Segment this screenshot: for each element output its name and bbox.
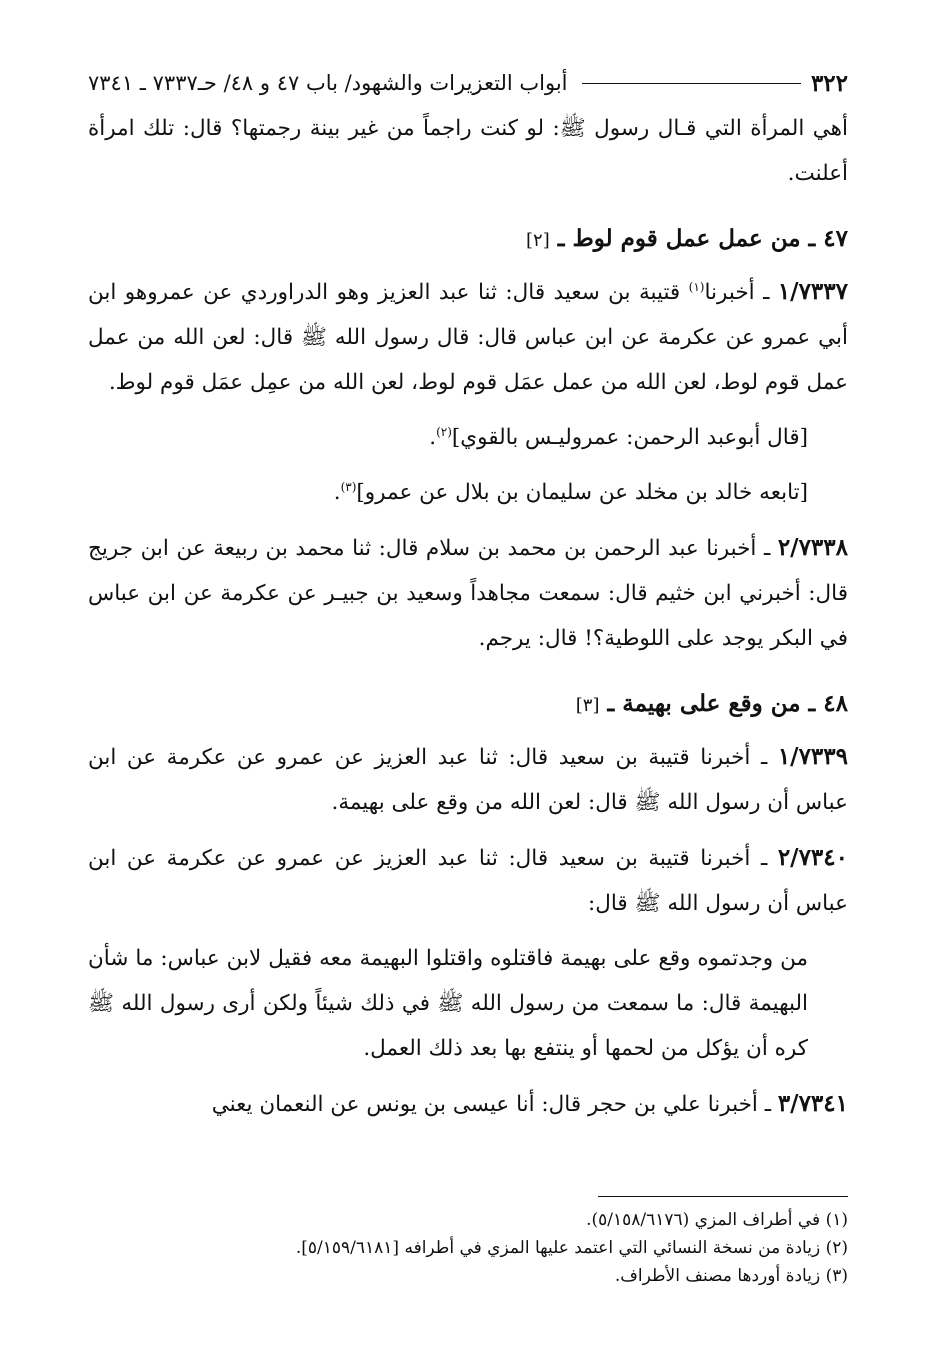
chapter-ref: [٢] (526, 230, 550, 251)
note-text: [قال أبوعبد الرحمن: عمروليـس بالقوي] (451, 425, 808, 450)
chapter-title: ٤٨ ـ من وقع على بهيمة ـ (607, 690, 848, 717)
running-title: أبواب التعزيرات والشهود/ باب ٤٧ و ٤٨/ حـ٧٣٣٧ ـ ٧٣٤١ (88, 71, 568, 95)
hadith-7341 (88, 1081, 848, 1127)
hadith-text: ـ أخبرنا عبد الرحمن بن محمد بن سلام قال: ثنا محمد بن ربيعة عن ابن جريج قال: أخبرني ابن خثيم قال: سمعت مجاهداً وسعيد بن جبيـر عن عكرمة عن ابن عباس في البكر يوجد على اللوطية؟! قال: يرجم. (88, 536, 848, 651)
hadith-7340 (88, 835, 848, 926)
note-end: . (429, 425, 437, 450)
hadith-number: ٢/٧٣٤٠ (777, 844, 848, 871)
header-rule (582, 83, 801, 84)
hadith-note (88, 415, 848, 460)
footnote-marker: (١) (688, 279, 705, 294)
hadith-text: ـ أخبرنا قتيبة بن سعيد قال: ثنا عبد العزيز عن عمرو عن عكرمة عن ابن عباس أن رسول الله ﷺ قال: لعن الله من وقع على بهيمة. (88, 745, 848, 815)
hadith-intro: ـ أخبرنا (704, 280, 778, 305)
hadith-number: ٢/٧٣٣٨ (777, 534, 848, 561)
hadith-number: ١/٧٣٣٧ (777, 278, 848, 305)
page-header (88, 60, 848, 106)
chapter-heading-47 (88, 216, 848, 263)
hadith-note (88, 470, 848, 515)
hadith-7337 (88, 269, 848, 405)
chapter-ref: [٣] (575, 695, 600, 716)
footnote-2: (٢) زيادة من نسخة النسائي التي اعتمد عليها المزي في أطرافه [٥/١٥٩/٦١٨١]. (295, 1238, 848, 1258)
footnote-3: (٣) زيادة أوردها مصنف الأطراف. (614, 1266, 848, 1286)
main-text (88, 106, 848, 1127)
hadith-text: قتيبة بن سعيد قال: ثنا عبد العزيز وهو الدراوردي عن عمروهو ابن أبي عمرو عن عكرمة عن ابن عباس قال: قال رسول الله ﷺ قال: لعن الله من عمل عمل قوم لوط، لعن الله من عمل عمَل قوم لوط، لعن الله من عمِل عمَل قوم لوط. (88, 280, 848, 395)
hadith-7339 (88, 734, 848, 825)
footnote-separator (598, 1196, 848, 1197)
hadith-matn: من وجدتموه وقع على بهيمة فاقتلوه واقتلوا البهيمة معه فقيل لابن عباس: ما شأن البهيمة قال: ما سمعت من رسول الله ﷺ في ذلك شيئاً ولكن أرى رسول الله ﷺ كره أن يؤكل من لحمها أو ينتفع بها بعد ذلك العمل. (88, 946, 808, 1061)
chapter-heading-48 (88, 681, 848, 728)
note-end: . (333, 480, 341, 505)
hadith-text: ـ أخبرنا علي بن حجر قال: أنا عيسى بن يونس عن النعمان يعني (211, 1092, 778, 1117)
footnote-1: (١) في أطراف المزي (٥/١٥٨/٦١٧٦). (586, 1210, 848, 1230)
intro-paragraph: أهي المرأة التي قـال رسول ﷺ: لو كنت راجماً من غير بينة رجمتها؟ قال: تلك امرأة أعلنت. (88, 116, 848, 186)
hadith-number: ٣/٧٣٤١ (777, 1090, 848, 1117)
footnotes (88, 1206, 848, 1290)
hadith-number: ١/٧٣٣٩ (777, 743, 848, 770)
note-text: [تابعه خالد بن مخلد عن سليمان بن بلال عن عمرو] (356, 480, 808, 505)
footnote-marker: (٣) (340, 479, 357, 494)
footnote-marker: (٢) (436, 424, 452, 439)
chapter-title: ٤٧ ـ من عمل عمل قوم لوط ـ (557, 225, 848, 252)
hadith-text: ـ أخبرنا قتيبة بن سعيد قال: ثنا عبد العزيز عن عمرو عن عكرمة عن ابن عباس أن رسول الله ﷺ قال: (88, 846, 848, 916)
page (88, 60, 848, 1320)
hadith-7338 (88, 525, 848, 661)
page-number: ٣٢٢ (810, 69, 848, 97)
